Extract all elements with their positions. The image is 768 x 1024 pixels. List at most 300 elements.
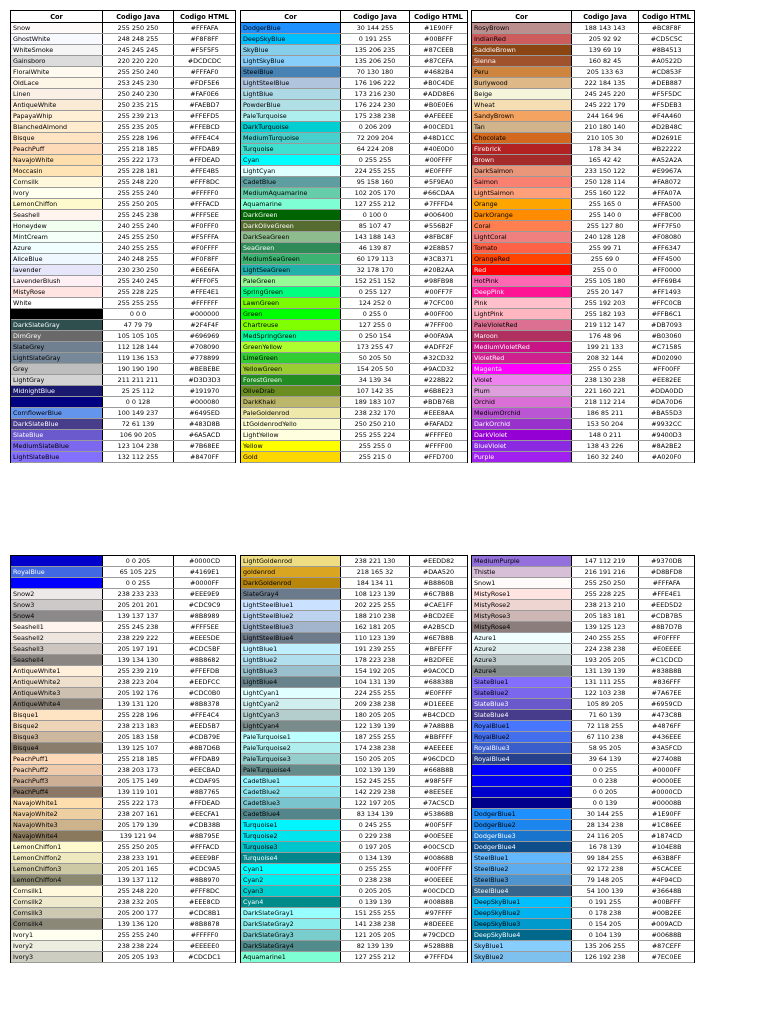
color-swatch-name: LightCyan1 [241,688,341,698]
java-code-value: 205 197 191 [103,644,174,654]
html-code-value: #FFE4C4 [189,134,220,142]
color-swatch-name: Turquoise3 [241,842,341,852]
html-code-value: #EED5D2 [650,601,683,609]
java-code-value: 205 201 201 [103,600,174,610]
color-swatch-name: Firebrick [472,144,572,154]
table-row [11,188,235,199]
color-swatch-name: PaleVioletRed [472,320,572,330]
html-code-value: #F0FFFF [652,634,681,642]
html-code-value: #00BFFF [652,898,681,906]
java-code-value: 238 203 173 [103,765,174,775]
html-code-value: #FFFACD [189,200,220,208]
color-table-top-1 [10,10,236,463]
java-code-value: 184 134 11 [341,578,410,588]
java-code-value: 105 89 205 [572,699,639,709]
table-row [11,655,235,666]
table-row [11,23,235,34]
color-swatch-name: OldLace [11,78,103,88]
table-row [11,441,235,452]
color-swatch-name: LightSteelBlue2 [241,611,341,621]
color-swatch-name: Cyan1 [241,864,341,874]
html-code-value: #B8860B [423,579,454,587]
java-code-value: 127 255 212 [341,199,410,209]
table-header [472,10,694,23]
color-swatch-name: LemonChiffon3 [11,864,103,874]
table-row [11,666,235,677]
table-row [472,721,694,732]
color-swatch-name: Bisque4 [11,743,103,753]
html-code-value: #E0FFFF [424,167,453,175]
color-swatch-name: Sienna [472,56,572,66]
html-code-value: #FFFACD [189,843,220,851]
table-row [472,56,694,67]
java-code-value: 112 128 144 [103,342,174,352]
html-code-value: #436EEE [651,733,682,741]
html-code-value: #7EC0EE [651,953,682,961]
color-swatch-name: Aquamarine1 [241,952,341,962]
html-code-value: #CDC5BF [188,645,221,653]
color-swatch-name: SlateBlue1 [472,677,572,687]
html-code-value: #FFDEAD [189,799,220,807]
html-code-value: #FF8C00 [651,211,682,219]
java-code-value: 139 137 112 [103,875,174,885]
color-swatch-name [472,765,572,775]
java-code-value: 150 205 205 [341,754,410,764]
color-swatch-name: NavajoWhite [11,155,103,165]
html-code-value: #ADD8E6 [422,90,455,98]
table-row [11,331,235,342]
java-code-value: 67 110 238 [572,732,639,742]
color-swatch-name: DarkGoldenrod [241,578,341,588]
table-row [241,875,467,886]
html-code-value: #98F5FF [424,777,453,785]
java-code-value: 135 206 250 [341,56,410,66]
color-swatch-name: IndianRed [472,34,572,44]
java-code-value: 210 105 30 [572,133,639,143]
java-code-value: 255 239 219 [103,666,174,676]
table-row [241,710,467,721]
java-code-value: 108 123 139 [341,589,410,599]
java-code-value: 255 245 238 [103,210,174,220]
html-code-value: #FFD700 [423,453,454,461]
color-swatch-name: PeachPuff4 [11,787,103,797]
html-code-value: #EED5B7 [189,722,220,730]
table-header [241,10,467,23]
java-code-value: 127 255 0 [341,320,410,330]
java-code-value: 50 205 50 [341,353,410,363]
table-row [11,831,235,842]
java-code-value: 238 130 238 [572,375,639,385]
html-code-value: #FDF5E6 [189,79,220,87]
java-code-value: 255 248 220 [103,177,174,187]
java-code-value: 175 238 238 [341,111,410,121]
color-swatch-name: Turquoise4 [241,853,341,863]
java-code-value: 190 190 190 [103,364,174,374]
html-code-value: #FFE4C4 [189,711,220,719]
table-header [11,10,235,23]
table-row [11,430,235,441]
html-code-value: #E0EEEE [651,645,682,653]
color-swatch-name: LightCoral [472,232,572,242]
color-swatch-name: RoyalBlue1 [472,721,572,731]
color-swatch-name: DeepPink [472,287,572,297]
html-code-value: #6C7B8B [423,590,454,598]
html-code-value: #00FFFF [424,156,453,164]
java-code-value: 255 228 196 [103,133,174,143]
java-code-value: 0 104 139 [572,930,639,940]
color-swatch-name: CadetBlue2 [241,787,341,797]
color-swatch-name: Seashell2 [11,633,103,643]
table-row [472,265,694,276]
java-code-value: 139 134 130 [103,655,174,665]
html-code-value: #FFEFDB [189,667,220,675]
java-code-value: 211 211 211 [103,375,174,385]
html-code-value: #32CD32 [422,354,454,362]
header-color-name: Cor [241,11,341,22]
color-swatch-name: LightBlue4 [241,677,341,687]
html-code-value: #CAE1FF [423,601,454,609]
java-code-value: 176 196 222 [341,78,410,88]
java-code-value: 153 50 204 [572,419,639,429]
java-code-value: 210 180 140 [572,122,639,132]
color-swatch-name: Snow2 [11,589,103,599]
table-row [472,754,694,765]
java-code-value: 143 188 143 [341,232,410,242]
color-swatch-name: Cornsilk [11,177,103,187]
html-code-value: #008B8B [423,898,454,906]
java-code-value: 173 216 230 [341,89,410,99]
table-row [472,809,694,820]
html-code-value: #87CEEB [423,46,454,54]
table-row [472,732,694,743]
table-row [11,397,235,408]
color-swatch-name: LightBlue1 [241,644,341,654]
html-code-value: #FFA07A [652,189,681,197]
table-row [11,556,235,567]
java-code-value: 248 248 255 [103,34,174,44]
color-swatch-name: DarkSalmon [472,166,572,176]
color-swatch-name: AntiqueWhite3 [11,688,103,698]
html-code-value: #CD5C5C [650,35,683,43]
html-code-value: #00EEEE [423,876,454,884]
color-swatch-name: DarkViolet [472,430,572,440]
table-row [472,567,694,578]
table-row [241,122,467,133]
html-code-value: #CDB79E [188,733,221,741]
html-code-value: #FF4500 [652,255,681,263]
java-code-value: 122 139 139 [341,721,410,731]
html-code-value: #CDC8B1 [188,909,221,917]
color-swatch-name [472,776,572,786]
html-code-value: #CDCDC1 [188,953,221,961]
table-row [241,952,467,963]
header-html-code: Codigo HTML [414,13,463,21]
java-code-value: 71 60 139 [572,710,639,720]
color-swatch-name: DarkSlateGray4 [241,941,341,951]
color-swatch-name: DeepSkyBlue2 [472,908,572,918]
java-code-value: 151 255 255 [341,908,410,918]
java-code-value: 0 0 205 [572,787,639,797]
java-code-value: 141 238 238 [341,919,410,929]
java-code-value: 255 192 203 [572,298,639,308]
table-row [472,743,694,754]
color-swatch-name: DarkOrange [472,210,572,220]
html-code-value: #1C86EE [651,821,682,829]
color-table-top-2 [240,10,468,463]
color-swatch-name: DarkSlateGray1 [241,908,341,918]
color-swatch-name: Ivory1 [11,930,103,940]
java-code-value: 135 206 255 [572,941,639,951]
color-swatch-name: CadetBlue1 [241,776,341,786]
html-code-value: #D3D3D3 [188,376,221,384]
java-code-value: 0 0 205 [103,556,174,566]
java-code-value: 83 134 139 [341,809,410,819]
color-swatch-name: FloralWhite [11,67,103,77]
color-swatch-name: Seashell [11,210,103,220]
table-row [241,177,467,188]
java-code-value: 240 248 255 [103,254,174,264]
color-swatch-name: LemonChiffon2 [11,853,103,863]
table-row [11,221,235,232]
html-code-value: #97FFFF [424,909,453,917]
html-code-value: #D1EEEE [423,700,454,708]
color-swatch-name: Snow1 [472,578,572,588]
color-swatch-name: PaleTurquoise2 [241,743,341,753]
table-row [472,919,694,930]
color-swatch-name: Azure [11,243,103,253]
html-code-value: #FF1493 [652,288,681,296]
color-swatch-name: Wheat [472,100,572,110]
table-row [11,276,235,287]
java-code-value: 65 105 225 [103,567,174,577]
color-swatch-name: Bisque2 [11,721,103,731]
html-code-value: #B4CDCD [422,711,455,719]
table-row [472,287,694,298]
color-swatch-name: RoyalBlue [11,567,103,577]
table-row [472,199,694,210]
color-swatch-name: LemonChiffon1 [11,842,103,852]
table-row [241,67,467,78]
table-row [241,89,467,100]
table-row [11,210,235,221]
html-code-value: #00FF7F [424,288,453,296]
table-row [11,78,235,89]
html-code-value: #7FFFD4 [423,200,454,208]
table-row [241,941,467,952]
java-code-value: 187 255 255 [341,732,410,742]
color-swatch-name: PeachPuff3 [11,776,103,786]
color-swatch-name: PeachPuff [11,144,103,154]
java-code-value: 92 172 238 [572,864,639,874]
color-swatch-name: Magenta [472,364,572,374]
html-code-value: #8FBC8F [423,233,454,241]
java-code-value: 188 210 238 [341,611,410,621]
java-code-value: 0 134 139 [341,853,410,863]
java-code-value: 0 0 255 [103,578,174,588]
color-swatch-name: Snow4 [11,611,103,621]
html-code-value: #B2DFEE [423,656,454,664]
color-swatch-name: Gainsboro [11,56,103,66]
table-row [472,952,694,963]
html-code-value: #DEB887 [651,79,682,87]
java-code-value: 110 123 139 [341,633,410,643]
color-swatch-name: Cyan2 [241,875,341,885]
java-code-value: 188 143 143 [572,23,639,33]
color-swatch-name: PeachPuff1 [11,754,103,764]
java-code-value: 255 250 250 [572,578,639,588]
table-row [241,386,467,397]
table-row [11,864,235,875]
header-color-name: Cor [472,11,572,22]
java-code-value: 138 43 226 [572,441,639,451]
color-swatch-name: LightCyan3 [241,710,341,720]
color-swatch-name: OliveDrab [241,386,341,396]
html-code-value: #4169E1 [189,568,220,576]
java-code-value: 238 229 222 [103,633,174,643]
table-row [241,644,467,655]
table-row [472,897,694,908]
html-code-value: #8B7D7B [650,623,683,631]
java-code-value: 238 213 210 [572,600,639,610]
html-code-value: #2F4F4F [190,321,219,329]
html-code-value: #B0E0E6 [423,101,454,109]
java-code-value: 0 191 255 [341,34,410,44]
color-swatch-name: SkyBlue2 [472,952,572,962]
java-code-value: 186 85 211 [572,408,639,418]
java-code-value: 220 220 220 [103,56,174,66]
table-row [472,309,694,320]
html-code-value: #53868B [423,810,454,818]
table-row [472,364,694,375]
color-swatch-name: DarkSeaGreen [241,232,341,242]
html-code-value: #00008B [651,799,682,807]
java-code-value: 253 245 230 [103,78,174,88]
color-swatch-name: Pink [472,298,572,308]
java-code-value: 180 205 205 [341,710,410,720]
color-swatch-name: Seashell4 [11,655,103,665]
color-swatch-name: Maroon [472,331,572,341]
html-code-value: #F0F8FF [190,255,219,263]
table-row [241,34,467,45]
html-code-value: #87CEFA [423,57,454,65]
html-code-value: #EEEEE0 [189,942,220,950]
color-swatch-name: AliceBlue [11,254,103,264]
color-swatch-name: Ivory [11,188,103,198]
html-code-value: #66CDAA [422,189,455,197]
color-swatch-name [11,309,103,319]
table-row [241,397,467,408]
java-code-value: 238 207 161 [103,809,174,819]
java-code-value: 255 248 220 [103,886,174,896]
table-row [11,809,235,820]
color-swatch-name: ForestGreen [241,375,341,385]
java-code-value: 79 148 205 [572,875,639,885]
color-swatch-name: LavenderBlush [11,276,103,286]
html-code-value: #BDB76B [422,398,455,406]
color-swatch-name: LightSteelBlue [241,78,341,88]
java-code-value: 238 223 204 [103,677,174,687]
color-swatch-name: MediumPurple [472,556,572,566]
java-code-value: 99 184 255 [572,853,639,863]
java-code-value: 240 255 255 [572,633,639,643]
color-swatch-name: DeepSkyBlue1 [472,897,572,907]
html-code-value: #FFFFE0 [424,431,453,439]
java-code-value: 240 255 255 [103,243,174,253]
java-code-value: 255 99 71 [572,243,639,253]
java-code-value: 255 245 238 [103,622,174,632]
java-code-value: 46 139 87 [341,243,410,253]
table-row [472,23,694,34]
table-row [241,254,467,265]
table-row [472,89,694,100]
java-code-value: 123 104 238 [103,441,174,451]
color-swatch-name: Seashell3 [11,644,103,654]
table-row [241,320,467,331]
table-row [11,710,235,721]
table-row [241,100,467,111]
html-code-value: #FFE4E1 [652,590,681,598]
color-swatch-name: CadetBlue3 [241,798,341,808]
html-code-value: #006400 [423,211,454,219]
table-row [241,908,467,919]
java-code-value: 255 250 205 [103,199,174,209]
java-code-value: 250 128 114 [572,177,639,187]
color-swatch-name: SlateBlue4 [472,710,572,720]
html-code-value: #FFF0F5 [190,277,219,285]
html-code-value: #8EE5EE [423,788,454,796]
java-code-value: 0 205 205 [341,886,410,896]
color-swatch-name: CadetBlue4 [241,809,341,819]
header-java-code: Codigo Java [572,11,639,22]
html-code-value: #FFFAFA [652,579,681,587]
table-row [241,166,467,177]
java-code-value: 139 119 101 [103,787,174,797]
color-swatch-name: MediumOrchid [472,408,572,418]
html-code-value: #CDAF95 [189,777,220,785]
java-code-value: 240 128 128 [572,232,639,242]
color-swatch-name: Bisque [11,133,103,143]
color-swatch-name: Aquamarine [241,199,341,209]
color-swatch-name: MistyRose4 [472,622,572,632]
color-swatch-name: VioletRed [472,353,572,363]
table-row [241,210,467,221]
html-code-value: #8A2BE2 [651,442,682,450]
table-row [472,864,694,875]
color-swatch-name: Plum [472,386,572,396]
table-row [241,78,467,89]
color-swatch-name: DarkOliveGreen [241,221,341,231]
java-code-value: 255 160 122 [572,188,639,198]
java-code-value: 47 79 79 [103,320,174,330]
java-code-value: 255 222 173 [103,155,174,165]
table-row [11,232,235,243]
table-row [472,375,694,386]
java-code-value: 255 255 255 [103,298,174,308]
java-code-value: 105 105 105 [103,331,174,341]
table-row [472,710,694,721]
html-code-value: #DB7093 [651,321,682,329]
table-row [472,177,694,188]
html-code-value: #F0FFF0 [190,222,219,230]
table-row [241,567,467,578]
html-code-value: #48D1CC [422,134,455,142]
color-swatch-name: Yellow [241,441,341,451]
color-swatch-name: Grey [11,364,103,374]
color-swatch-name: LemonChiffon [11,199,103,209]
html-code-value: #EECFA1 [189,810,220,818]
table-row [11,199,235,210]
color-swatch-name: Snow3 [11,600,103,610]
